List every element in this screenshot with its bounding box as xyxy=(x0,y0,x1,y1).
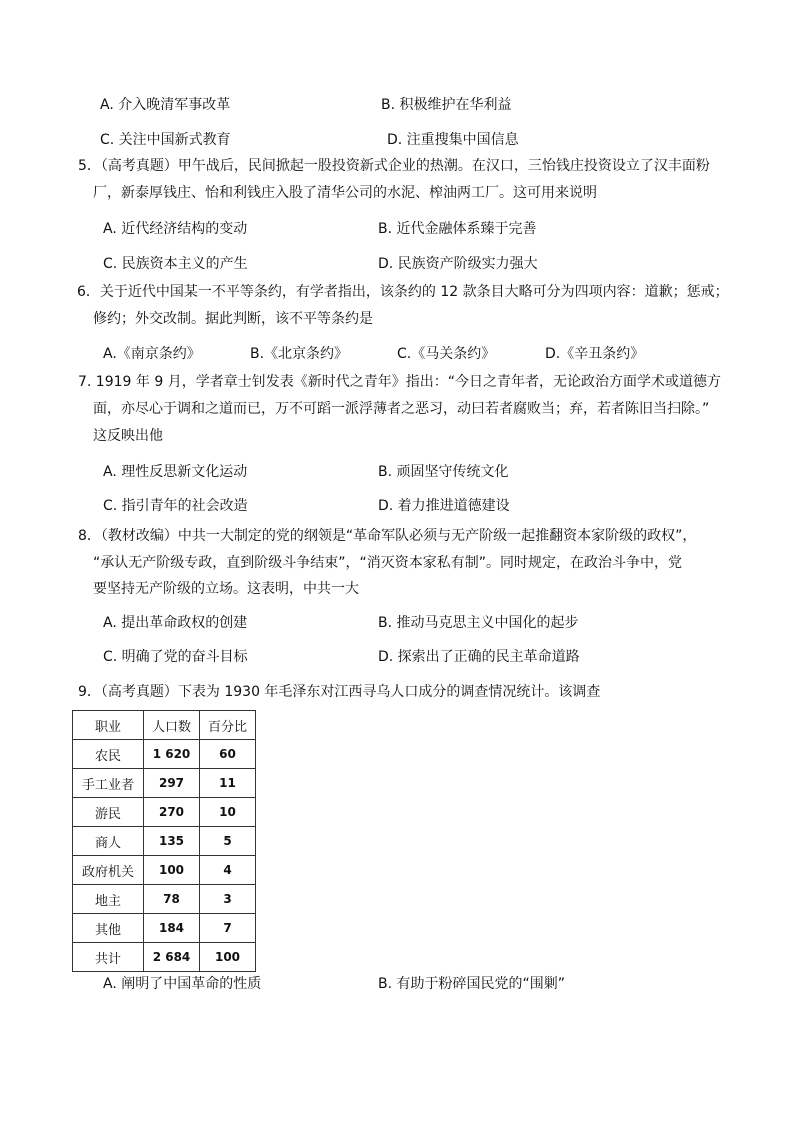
q5-option-a[interactable]: A. 近代经济结构的变动 xyxy=(103,221,248,237)
q5-stem-line-2: 厂，新泰厚钱庄、怡和利钱庄入股了清华公司的水泥、榨油两工厂。这可用来说明 xyxy=(93,185,597,201)
q8-option-b[interactable]: B. 推动马克思主义中国化的起步 xyxy=(378,615,579,631)
table-row xyxy=(73,914,256,943)
cell-percentage: 10 xyxy=(200,798,256,827)
cell-occupation: 地主 xyxy=(73,885,144,914)
header-population: 人口数 xyxy=(144,711,200,740)
table-row xyxy=(73,769,256,798)
q7-option-c[interactable]: C. 指引青年的社会改造 xyxy=(103,498,248,514)
cell-percentage: 5 xyxy=(200,827,256,856)
q6-stem-line-1: 6．关于近代中国某一不平等条约，有学者指出，该条约的 12 款条目大略可分为四项内容：道歉；惩戒； xyxy=(77,284,729,300)
q4-option-d[interactable]: D. 注重搜集中国信息 xyxy=(387,132,519,148)
cell-occupation: 农民 xyxy=(73,740,144,769)
cell-population: 135 xyxy=(144,827,200,856)
table-row xyxy=(73,856,256,885)
q5-option-c[interactable]: C. 民族资本主义的产生 xyxy=(103,256,248,272)
q9-stem-line-1: 9．（高考真题）下表为 1930 年毛泽东对江西寻乌人口成分的调查情况统计。该调查 xyxy=(78,684,601,700)
cell-population: 2 684 xyxy=(144,943,200,972)
table-header-row xyxy=(73,711,256,740)
table-row xyxy=(73,885,256,914)
q4-option-c[interactable]: C. 关注中国新式教育 xyxy=(100,132,231,148)
q6-stem-line-2: 修约；外交改制。据此判断，该不平等条约是 xyxy=(93,311,373,327)
q4-option-b[interactable]: B. 积极维护在华利益 xyxy=(381,97,512,113)
cell-population: 100 xyxy=(144,856,200,885)
header-percentage: 百分比 xyxy=(200,711,256,740)
q5-option-b[interactable]: B. 近代金融体系臻于完善 xyxy=(378,221,537,237)
q7-option-d[interactable]: D. 着力推进道德建设 xyxy=(378,498,510,514)
cell-percentage: 3 xyxy=(200,885,256,914)
q6-option-d[interactable]: D.《辛丑条约》 xyxy=(545,346,645,362)
table-row xyxy=(73,740,256,769)
q7-option-a[interactable]: A. 理性反思新文化运动 xyxy=(103,464,248,480)
cell-occupation: 其他 xyxy=(73,914,144,943)
q8-stem-line-3: 要坚持无产阶级的立场。这表明，中共一大 xyxy=(93,581,359,597)
q6-option-a[interactable]: A.《南京条约》 xyxy=(103,346,201,362)
cell-percentage: 100 xyxy=(200,943,256,972)
table-row xyxy=(73,943,256,972)
cell-occupation: 游民 xyxy=(73,798,144,827)
q8-option-a[interactable]: A. 提出革命政权的创建 xyxy=(103,615,248,631)
cell-population: 78 xyxy=(144,885,200,914)
cell-occupation: 共计 xyxy=(73,943,144,972)
q6-option-b[interactable]: B.《北京条约》 xyxy=(250,346,349,362)
cell-population: 184 xyxy=(144,914,200,943)
q4-option-a[interactable]: A. 介入晚清军事改革 xyxy=(100,97,231,113)
cell-percentage: 11 xyxy=(200,769,256,798)
cell-percentage: 4 xyxy=(200,856,256,885)
header-occupation: 职业 xyxy=(73,711,144,740)
q9-option-b[interactable]: B. 有助于粉碎国民党的“围剿” xyxy=(378,976,566,992)
population-table xyxy=(72,710,256,972)
table-row xyxy=(73,798,256,827)
q8-stem-line-1: 8．（教材改编）中共一大制定的党的纲领是“革命军队必须与无产阶级一起推翻资本家阶级的政权”， xyxy=(78,528,697,544)
cell-population: 297 xyxy=(144,769,200,798)
cell-population: 1 620 xyxy=(144,740,200,769)
q5-stem-line-1: 5．（高考真题）甲午战后，民间掀起一股投资新式企业的热潮。在汉口，三怡钱庄投资设立了汉丰面粉 xyxy=(78,158,710,174)
q5-option-d[interactable]: D. 民族资产阶级实力强大 xyxy=(378,256,538,272)
q8-stem-line-2: “承认无产阶级专政，直到阶级斗争结束”，“消灭资本家私有制”。同时规定，在政治斗争中，党 xyxy=(93,555,683,571)
cell-percentage: 60 xyxy=(200,740,256,769)
cell-occupation: 政府机关 xyxy=(73,856,144,885)
table-row xyxy=(73,827,256,856)
q7-stem-line-1: 7. 1919 年 9 月，学者章士钊发表《新时代之青年》指出：“今日之青年者，无论政治方面学术或道德方 xyxy=(78,374,721,390)
q8-option-d[interactable]: D. 探索出了正确的民主革命道路 xyxy=(378,649,580,665)
q6-option-c[interactable]: C.《马关条约》 xyxy=(397,346,496,362)
q8-option-c[interactable]: C. 明确了党的奋斗目标 xyxy=(103,649,248,665)
q7-stem-line-2: 面，亦尽心于调和之道而已，万不可蹈一派浮薄者之恶习，动曰若者腐败当；弃，若者陈旧当扫除。” xyxy=(93,401,710,417)
cell-population: 270 xyxy=(144,798,200,827)
q9-option-a[interactable]: A. 阐明了中国革命的性质 xyxy=(103,976,262,992)
q7-stem-line-3: 这反映出他 xyxy=(93,428,163,444)
cell-percentage: 7 xyxy=(200,914,256,943)
q7-option-b[interactable]: B. 顽固坚守传统文化 xyxy=(378,464,509,480)
cell-occupation: 手工业者 xyxy=(73,769,144,798)
cell-occupation: 商人 xyxy=(73,827,144,856)
